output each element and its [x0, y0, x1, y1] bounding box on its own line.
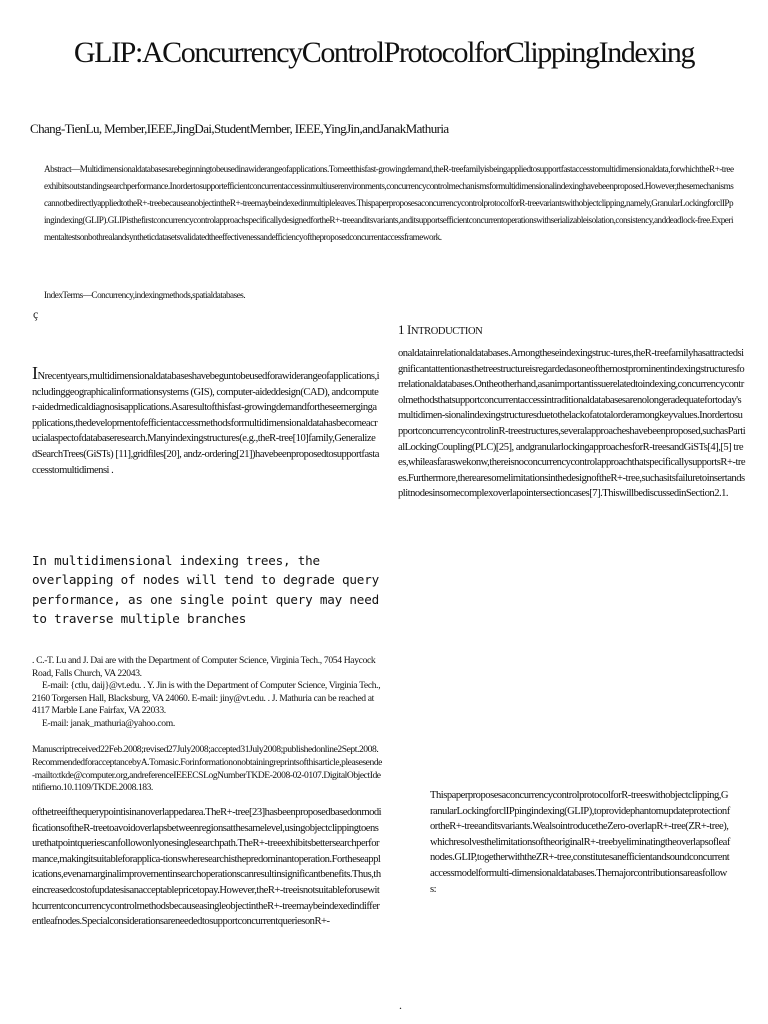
- footnote-line: . C.-T. Lu and J. Dai are with the Department of Computer Science, Virginia Tech., 7054 Haycock Road, Falls Church, VA 22043.: [32, 655, 376, 679]
- intro-text: Nrecentyears,multidimensionaldatabaseshavebeguntobeusedforawiderangeofapplications,includinggeographicalinformationsystems (GIS), computer-aideddesign(CAD), andcomputer-aidedmedicaldiagnosisapplications.Asaresultofthisfast-growingdemandfortheseemergingapplications,thedevelopmentofefficientaccessmethodsformultidimensionaldatahasbecomeacrucialaspectofdatabaseresearch.Manyindexingstructures(e.g.,theR-tree[10]family,GeneralizedSearchTrees(GiSTs) [11],gridfiles[20], andz-ordering[21])havebeenproposedtosupportfastaccesstomultidimensi .: [32, 371, 380, 476]
- section-initial: I: [406, 322, 411, 337]
- intro-paragraph: [32, 363, 380, 478]
- section-title: NTRODUCTION: [410, 326, 483, 337]
- footnote-line: 2160 Torgersen Hall, Blacksburg, VA 24060. E-mail: jiny@vt.edu. . J. Mathuria can be reached at 4117 Marble Lane Fairfax, VA 22033.: [32, 692, 374, 717]
- stray-mark: ç: [33, 307, 39, 321]
- abstract: Abstract—Multidimensionaldatabasesarebeginningtobeusedinawiderangeofapplications.Tomeetthisfast-growingdemand,theR-treefamilyisbeingappliedtosupportfastaccesstomultidimensionaldata,forwhichtheR+-treeexhibitsoutstandingsearchperformance.Inordertosupportefficientconcurrentaccessinmultiuserenvironments,concurrencycontrolmechanismsformultidimensionalindexinghavebeenproposed.However,thesemechanismscannotbedirectlyappliedtotheR+-treebecauseanobjectintheR+-treemaybeindexedinmultipleleaves.ThispaperproposesaconcurrencycontrolprotocolforR-treevariantswithobjectclipping,namely,GranularLockingforclIPpingindexing(GLIP).GLIPisthefirstconcurrencycontrolapproachspecificallydesignedfortheR+-treeanditsvariants,anditsupportsefficientconcurrentoperationswithserializableisolation,consistency,anddeadlock-free.Experimentaltestsonbothrealandsyntheticdatasetsvalidatedtheeffectivenessandefficiencyoftheproposedconcurrentaccessframework.: [44, 164, 734, 243]
- paper-title: GLIP:AConcurrencyControlProtocolforClippingIndexing: [73, 36, 695, 69]
- author-list: Chang-TienLu, Member,IEEE,JingDai,StudentMember, IEEE,YingJin,andJanakMathuria: [30, 121, 449, 136]
- manuscript-received-note: Manuscriptreceived22Feb.2008;revised27July2008;accepted31July2008;publishedonline2Sept.2008.RecommendedforacceptancebyA.Tomasic.Forinformationonobtainingreprintsofthisarticle,pleasesende-mailto:tkde@computer.org,andreferenceIEEECSLogNumberTKDE-2008-02-0107.DigitalObjectIdentifierno.10.1109/TKDE.2008.183.: [32, 744, 382, 794]
- right-column-paragraph-2: ThispaperproposesaconcurrencycontrolprotocolforR-treeswithobjectclipping,GranularLockingforclIPpingindexing(GLIP),toprovidephantomupdateprotectionfortheR+-treeanditsvariants.WealsointroducetheZero-overlapR+-tree(ZR+-tree),whichresolvesthelimitationsoftheoriginalR+-treebyeliminatingtheoverlapsofleafnodes.GLIP,togetherwiththeZR+-tree,constitutesanefficientandsoundconcurrentaccessmodelformulti-dimensionaldatabases.Themajorcontributionsareasfollows:: [430, 790, 730, 895]
- author-footnote: [32, 655, 382, 731]
- index-terms: IndexTerms—Concurrency,indexingmethods,spatialdatabases.: [44, 290, 246, 300]
- footnote-line: E-mail: janak_mathuria@yahoo.com.: [42, 717, 175, 729]
- section-number: 1: [398, 322, 405, 337]
- drop-cap: I: [32, 363, 38, 383]
- footnote-line: E-mail: {ctlu, daij}@vt.edu. . Y. Jin is with the Department of Computer Science, Virginia Tech.,: [42, 680, 381, 692]
- right-column-paragraph-1: onaldatainrelationaldatabases.Amongtheseindexingstruc-tures,theR-treefamilyhasattractedsignificantattentionasthetreestructureisregardedasoneofthemostprominentindexingstructuresforrelationaldatabases.Ontheotherhand,asanimportantissuerelatedtoindexing,concurrencycontrolmethodsthatsupportconcurrentaccessintraditionaldatabasesarenolongeradequatefortoday'smultidimen-sionalindexingstructuresduetothelackofatotalorderamongkeyvalues.InordertosupportconcurrencycontrolinR-treestructures,severalapproacheshavebeenproposed,suchasPartialLockingCoupling(PLC)[25], andgranularlockingapproachesforR-treesandGiSTs[4],[5] trees,whileasfaraswekonw,thereisnoconcurrencycontrolapproachthatspecificallysupportsR+-trees.Furthermore,therearesomelimitationsinthedesignoftheR+-tree,suchasitsfailuretoinsertandsplitnodesinsomecomplexoverlapointersectioncases[7].ThiswillbediscussedinSection2.1.: [398, 348, 746, 500]
- page-end-dot: .: [399, 998, 402, 1012]
- left-column-continued: ofthetreeifthequerypointisinanoverlappedarea.TheR+-tree[23]hasbeenproposedbasedonmodificationsoftheR-treetoavoidoverlapsbetweenregionsatthesamelevel,usingobjectclippingtoensurethatpointqueriescanfollowonlyonesinglesearchpath.TheR+-treeexhibitsbettersearchperformance,makingitsuitableforapplica-tionswheresearchisthepredominantoperation.Fortheseapplications,evenamarginalimprovementinsearchoperationscanresultinsignificantbenefits.Thus,theincreasedcostofupdatesisanacceptablepricetopay.However,theR+-treeisnotsuitableforusewithcurrentconcurrencycontrolmethodsbecauseasingleobjectintheR+-treemaybeindexedindifferentleafnodes.SpecialconsiderationsareneededtosupportconcurrentqueriesonR+-: [32, 807, 382, 928]
- section-heading-introduction: [398, 322, 482, 338]
- overlap-paragraph: In multidimensional indexing trees, the overlapping of nodes will tend to degrade query performance, as one single point query may need to traverse multiple branches: [32, 553, 379, 627]
